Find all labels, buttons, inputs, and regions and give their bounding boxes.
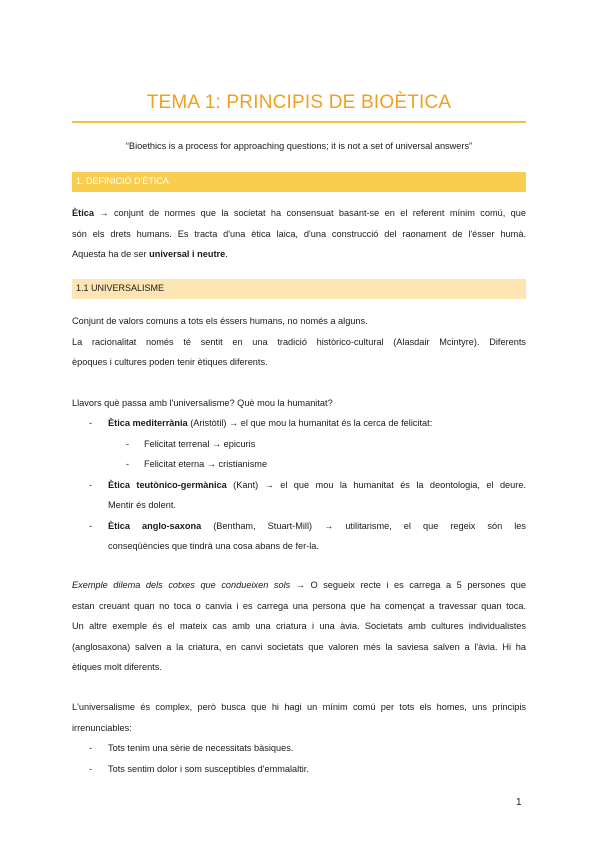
list-item: - Tots tenim una sèrie de necessitats bàsiques. — [89, 743, 294, 753]
question-paragraph — [72, 393, 526, 414]
universalism-line-1: Conjunt de valors comuns a tots els éssers humans, no només a alguns. — [72, 316, 368, 326]
universalism-line-3: èpoques i cultures poden tenir ètiques diferents. — [72, 357, 268, 367]
definition-line-3: Aquesta ha de ser universal i neutre. — [72, 249, 228, 259]
list-item: - Ètica teutònico-germànica (Kant) → el que mou la humanitat és la deontologia, el deure. Mentir és dolent. — [89, 479, 527, 510]
term-etica-teutonica: Ètica teutònico-germànica — [108, 479, 227, 490]
ethics-list — [72, 413, 526, 557]
complexity-line-2: irrenunciables: — [72, 722, 132, 733]
example-line-1: Exemple dilema dels cotxes que condueixen sols → O segueix recte i es carrega a 5 persones que — [72, 580, 526, 590]
definition-paragraph — [72, 203, 526, 265]
page-number: 1 — [516, 797, 522, 808]
title-underline — [72, 121, 526, 123]
sub-list-item: - Felicitat eterna → cristianisme — [126, 459, 268, 469]
section-heading-text: 1.1 UNIVERSALISME — [76, 283, 165, 293]
page-title: TEMA 1: PRINCIPIS DE BIOÈTICA — [146, 92, 452, 113]
definition-line-2: són els drets humans. Es tracta d'una ètica laica, d'una construcció del raonament de l'ésser humà. — [72, 228, 526, 239]
section-heading-universalisme — [72, 279, 526, 299]
epigraph-quote: “Bioethics is a process for approaching questions; it is not a set of universal answers” — [125, 141, 473, 151]
example-line-5: ètiques molt diferents. — [72, 662, 162, 672]
principles-list — [72, 738, 526, 779]
universalism-line-2: La racionalitat només té sentit en una tradició històrico-cultural (Alasdair Mcintyre). Diferents — [72, 336, 526, 347]
complexity-line-1: L'universalisme és complex, però busca que hi hagi un mínim comú per tots els homes, uns principis — [72, 702, 526, 712]
example-paragraph — [72, 575, 526, 678]
term-etica-mediterrania: Ètica mediterrània — [108, 418, 188, 428]
example-title: Exemple dilema dels cotxes que condueixen sols — [72, 580, 291, 590]
list-item: - Ètica mediterrània (Aristòtil) → el que mou la humanitat és la cerca de felicitat: — [89, 418, 433, 428]
section-heading-definicio — [72, 172, 526, 192]
example-line-4: (anglosaxona) salven a la criatura, en canvi societats que valoren més la saviesa salven a l'àvia. Hi ha — [72, 641, 526, 652]
list-item: - Ètica anglo-saxona (Bentham, Stuart-Mill) → utilitarisme, el que regeix són les conseqüències que tindrà una cosa abans de fer-la. — [89, 520, 526, 551]
example-line-2: estan creuant quan no toca o canvia i es carrega una persona que ha començat a travessar quan toca. — [72, 600, 526, 611]
term-universal-neutre: universal i neutre — [149, 249, 226, 259]
complexity-paragraph — [72, 697, 526, 738]
term-etica-anglosaxona: Ètica anglo-saxona — [108, 520, 202, 531]
definition-line-1: Ètica → conjunt de normes que la societat ha consensuat basant-se en el referent mínim comú, que — [72, 208, 526, 218]
term-etica: Ètica — [72, 208, 94, 218]
question-line: Llavors què passa amb l'universalisme? Què mou la humanitat? — [72, 398, 333, 408]
example-line-3: Un altre exemple és el mateix cas amb una criatura i una àvia. Societats amb cultures individualistes — [72, 621, 526, 631]
list-item: - Tots sentim dolor i som susceptibles d'emmalaltir. — [89, 763, 309, 774]
section-heading-text: 1. DEFINICIÓ D'ÈTICA — [76, 176, 169, 186]
universalism-paragraph — [72, 311, 526, 373]
sub-list-item: - Felicitat terrenal → epicuris — [126, 438, 256, 449]
